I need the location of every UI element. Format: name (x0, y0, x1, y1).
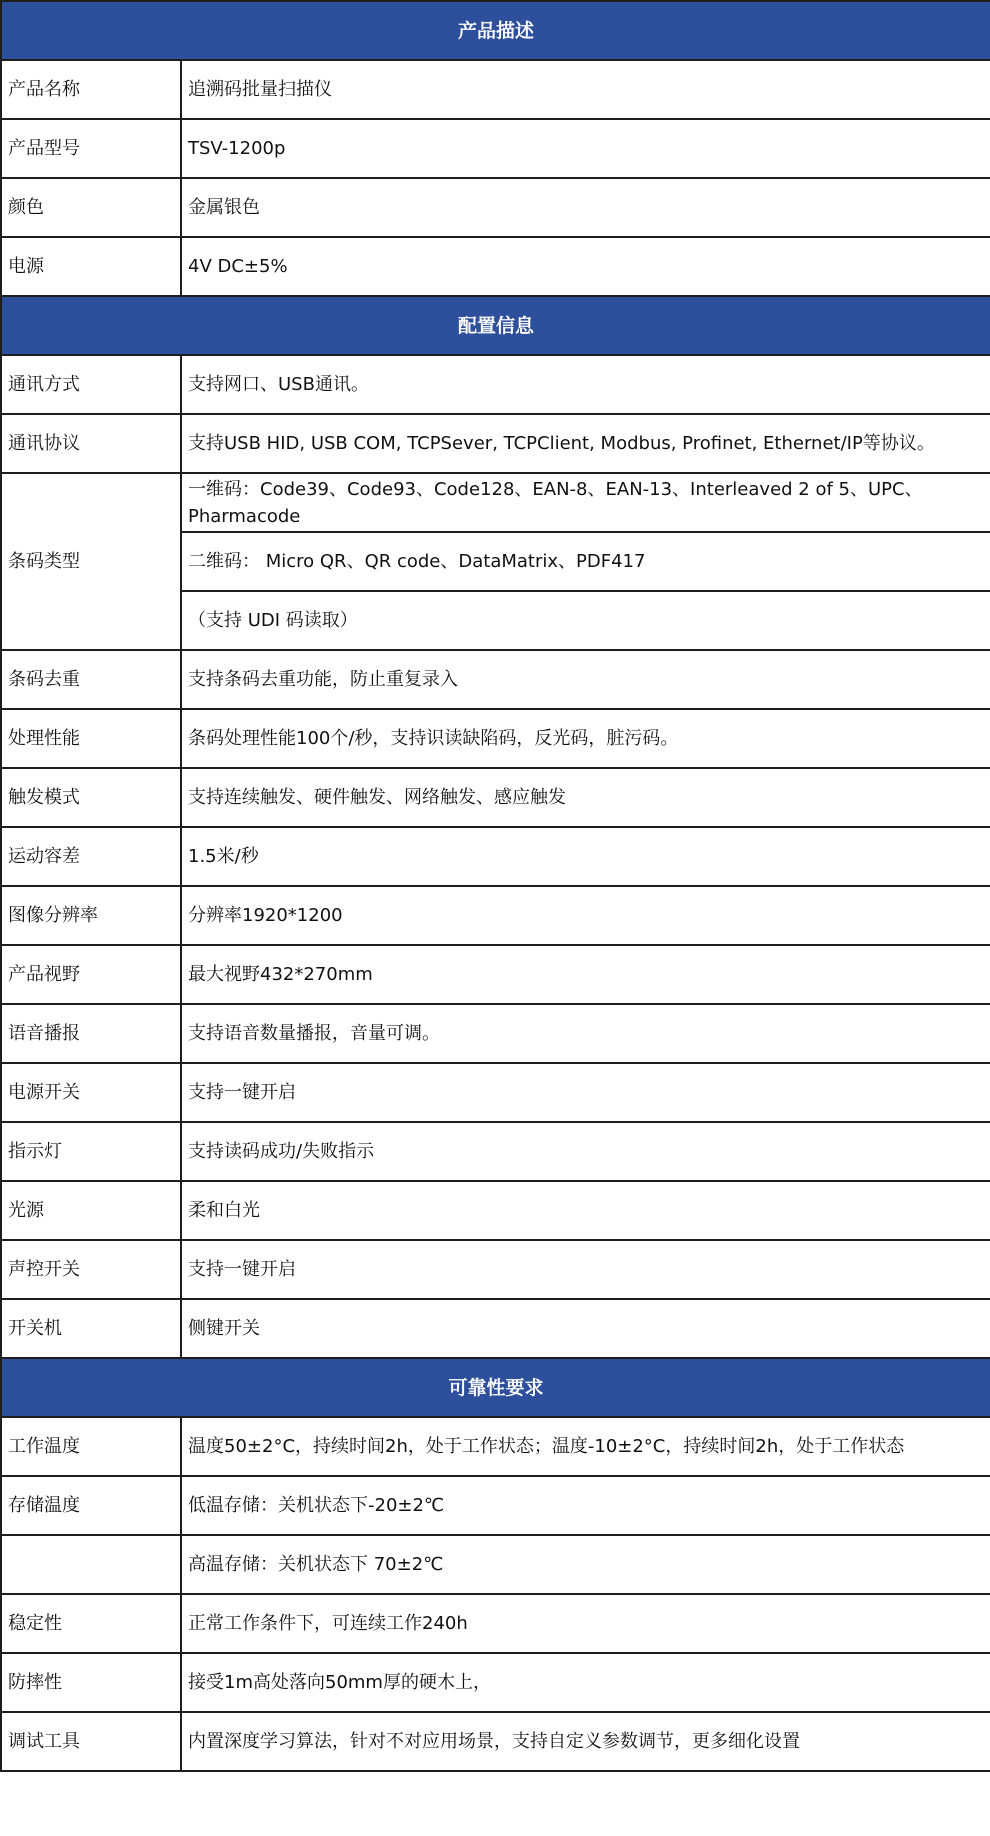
row-label: 电源开关 (1, 1063, 181, 1122)
table-row (1, 60, 990, 119)
row-value: 低温存储：关机状态下-20±2℃ (181, 1476, 990, 1535)
row-value: 支持网口、USB通讯。 (181, 355, 990, 414)
row-value: 4V DC±5% (181, 237, 990, 296)
row-value: 支持一键开启 (181, 1240, 990, 1299)
row-value: 温度50±2°C，持续时间2h，处于工作状态；温度-10±2°C，持续时间2h，处于工作状态 (181, 1417, 990, 1476)
table-row (1, 1299, 990, 1358)
section-header-description (1, 1, 990, 60)
section-header-config (1, 296, 990, 355)
row-label: 工作温度 (1, 1417, 181, 1476)
row-value: 最大视野432*270mm (181, 945, 990, 1004)
row-label: 光源 (1, 1181, 181, 1240)
table-row (1, 709, 990, 768)
row-label: 通讯协议 (1, 414, 181, 473)
row-value: 柔和白光 (181, 1181, 990, 1240)
row-label: 稳定性 (1, 1594, 181, 1653)
row-value: 金属银色 (181, 178, 990, 237)
section-header-reliability (1, 1358, 990, 1417)
row-value: 分辨率1920*1200 (181, 886, 990, 945)
row-label: 颜色 (1, 178, 181, 237)
row-label: 产品视野 (1, 945, 181, 1004)
row-label: 电源 (1, 237, 181, 296)
table-row (1, 827, 990, 886)
row-value: 支持条码去重功能，防止重复录入 (181, 650, 990, 709)
row-value: 1.5米/秒 (181, 827, 990, 886)
row-value: 支持语音数量播报，音量可调。 (181, 1004, 990, 1063)
row-label: 调试工具 (1, 1712, 181, 1771)
table-row (1, 178, 990, 237)
table-row (1, 768, 990, 827)
table-row (1, 1535, 990, 1594)
table-row (1, 1417, 990, 1476)
row-value: 一维码：Code39、Code93、Code128、EAN-8、EAN-13、Interleaved 2 of 5、UPC、Pharmacode (181, 473, 990, 532)
table-row (1, 1240, 990, 1299)
table-row (1, 414, 990, 473)
table-row (1, 1063, 990, 1122)
row-label: 条码类型 (1, 473, 181, 650)
row-value: （支持 UDI 码读取） (181, 591, 990, 650)
table-row (1, 1594, 990, 1653)
row-value: 正常工作条件下，可连续工作240h (181, 1594, 990, 1653)
table-row (1, 1476, 990, 1535)
row-label: 运动容差 (1, 827, 181, 886)
row-label: 开关机 (1, 1299, 181, 1358)
row-value: 接受1m高处落向50mm厚的硬木上， (181, 1653, 990, 1712)
table-row (1, 355, 990, 414)
row-value: 支持USB HID, USB COM, TCPSever, TCPClient, Modbus, Profinet, Ethernet/IP等协议。 (181, 414, 990, 473)
row-value: 支持一键开启 (181, 1063, 990, 1122)
table-row (1, 650, 990, 709)
row-label: 图像分辨率 (1, 886, 181, 945)
table-row (1, 1653, 990, 1712)
row-label: 产品型号 (1, 119, 181, 178)
row-value: 支持连续触发、硬件触发、网络触发、感应触发 (181, 768, 990, 827)
row-label: 存储温度 (1, 1476, 181, 1535)
section-title: 配置信息 (1, 296, 990, 355)
section-title: 产品描述 (1, 1, 990, 60)
table-row (1, 1712, 990, 1771)
table-row (1, 1004, 990, 1063)
table-row (1, 1122, 990, 1181)
row-label: 防摔性 (1, 1653, 181, 1712)
row-value: 支持读码成功/失败指示 (181, 1122, 990, 1181)
table-row (1, 119, 990, 178)
row-value: TSV-1200p (181, 119, 990, 178)
row-label-empty (1, 1535, 181, 1594)
row-value: 高温存储：关机状态下 70±2℃ (181, 1535, 990, 1594)
table-row (1, 945, 990, 1004)
table-row (1, 1181, 990, 1240)
row-value: 追溯码批量扫描仪 (181, 60, 990, 119)
row-label: 通讯方式 (1, 355, 181, 414)
row-label: 声控开关 (1, 1240, 181, 1299)
row-label: 指示灯 (1, 1122, 181, 1181)
table-row (1, 886, 990, 945)
row-label: 语音播报 (1, 1004, 181, 1063)
table-row (1, 237, 990, 296)
row-label: 条码去重 (1, 650, 181, 709)
row-value: 侧键开关 (181, 1299, 990, 1358)
row-label: 产品名称 (1, 60, 181, 119)
row-value: 二维码： Micro QR、QR code、DataMatrix、PDF417 (181, 532, 990, 591)
row-value: 条码处理性能100个/秒，支持识读缺陷码，反光码，脏污码。 (181, 709, 990, 768)
section-title: 可靠性要求 (1, 1358, 990, 1417)
row-label: 触发模式 (1, 768, 181, 827)
row-label: 处理性能 (1, 709, 181, 768)
table-row (1, 473, 990, 532)
row-value: 内置深度学习算法，针对不对应用场景，支持自定义参数调节，更多细化设置 (181, 1712, 990, 1771)
